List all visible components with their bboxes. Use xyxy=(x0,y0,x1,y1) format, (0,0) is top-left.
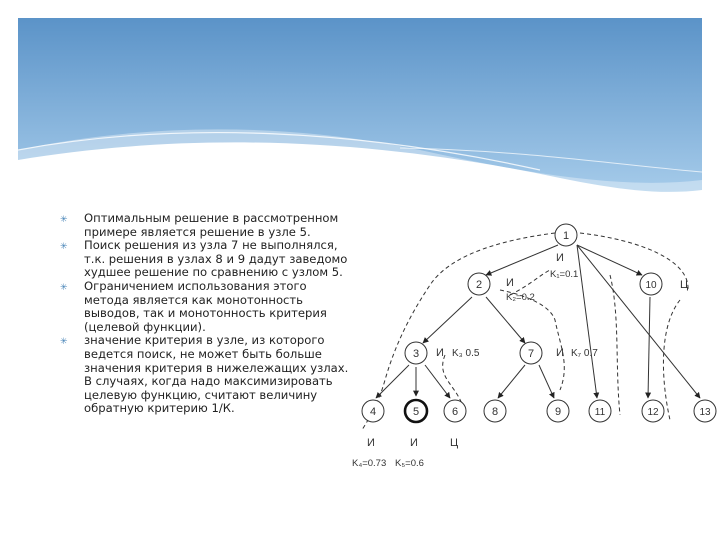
svg-text:1: 1 xyxy=(562,230,570,242)
bullet-text: Ограничением использования этого метода является как монотонность выводов, так и монотонность критерия (целевой функции). xyxy=(84,278,327,334)
node-type-label: И xyxy=(367,437,375,449)
criterion-label: K₇ 0.7 xyxy=(571,348,598,359)
star-bullet-icon: ✳ xyxy=(60,215,68,225)
svg-text:11: 11 xyxy=(594,407,606,418)
node-type-label: И xyxy=(410,437,418,449)
bullet-text: Поиск решения из узла 7 не выполнялся, т.к. решения в узлах 8 и 9 дадут заведомо худшее решение по сравнению с узлом 5. xyxy=(84,238,348,280)
bullet-item xyxy=(60,212,350,239)
svg-text:10: 10 xyxy=(645,280,657,291)
bullet-item xyxy=(60,280,350,334)
tree-node xyxy=(520,342,542,364)
tree-node xyxy=(640,273,662,295)
node-type-label: И xyxy=(556,252,564,264)
node-type-label: Ц xyxy=(680,279,689,291)
criterion-label: K₃ 0.5 xyxy=(452,348,480,359)
criterion-label: K₅=0.6 xyxy=(395,458,424,469)
svg-text:8: 8 xyxy=(491,406,499,418)
tree-node xyxy=(555,224,577,246)
tree-node xyxy=(642,400,664,422)
bullet-list xyxy=(60,212,350,416)
search-tree-diagram xyxy=(350,215,720,475)
node-type-label: И xyxy=(436,347,444,359)
star-bullet-icon: ✳ xyxy=(60,282,68,293)
svg-text:5: 5 xyxy=(412,406,420,418)
node-type-label: И xyxy=(556,347,564,359)
tree-node xyxy=(444,400,466,422)
criterion-label: K₁=0.1 xyxy=(550,269,579,280)
svg-text:9: 9 xyxy=(554,406,562,418)
svg-text:2: 2 xyxy=(475,279,483,291)
tree-edges xyxy=(376,245,700,398)
bullet-text: Оптимальным решение в рассмотренном примере является решение в узле 5. xyxy=(84,211,339,239)
svg-text:4: 4 xyxy=(369,406,377,418)
tree-node xyxy=(589,400,611,422)
tree-node xyxy=(405,342,427,364)
star-bullet-icon: ✳ xyxy=(60,242,68,253)
header-banner xyxy=(0,0,720,215)
tree-node xyxy=(694,400,716,422)
tree-node xyxy=(468,273,490,295)
tree-node xyxy=(484,400,506,422)
svg-text:3: 3 xyxy=(412,348,420,360)
svg-text:7: 7 xyxy=(527,348,535,360)
tree-node xyxy=(547,400,569,422)
tree-node xyxy=(362,400,384,422)
bullet-item xyxy=(60,334,350,416)
tree-node-optimal xyxy=(405,400,427,422)
criterion-label: K₄=0.73 xyxy=(352,458,387,469)
svg-text:13: 13 xyxy=(699,407,711,418)
node-type-label: Ц xyxy=(450,437,459,449)
svg-text:12: 12 xyxy=(647,407,659,418)
criterion-label: K₂=0.2 xyxy=(506,292,535,303)
star-bullet-icon: ✳ xyxy=(60,337,68,348)
bullet-text: значение критерия в узле, из которого ведется поиск, не может быть больше значения критерия в нижележащих узлах. В случаях, когда надо максимизировать целевую функцию, считают величину обратную критерию 1/К. xyxy=(84,333,349,416)
svg-text:6: 6 xyxy=(451,406,459,418)
node-type-label: И xyxy=(506,277,514,289)
bullet-item xyxy=(60,239,350,280)
